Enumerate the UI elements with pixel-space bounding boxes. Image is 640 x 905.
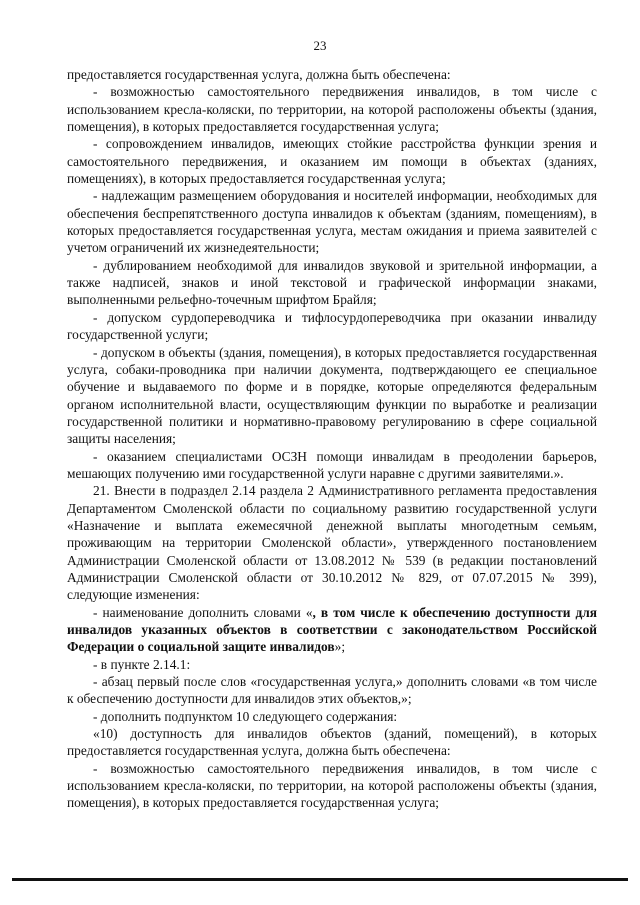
paragraph-oszn-assistance: - оказанием специалистами ОСЗН помощи инвалидам в преодолении барьеров, мешающих получению ими государственной услуги наравне с другими заявителями.». [67,448,597,481]
paragraph-wheelchair-access: - возможностью самостоятельного передвижения инвалидов, в том числе с использованием кресла-коляски, по территории, на которой расположены объекты (здания, помещения), в которых предоставляется государственная услуга; [67,84,597,135]
paragraph-guide-dog: - допуском в объекты (здания, помещения), в которых предоставляется государственная услуга, собаки-проводника при наличии документа, подтверждающего ее специальное обучение и выдаваемого по форме и в порядке, которые определяются федеральным органом исполнительной власти, осуществляющим функции по выработке и реализации государственной политики и нормативно-правовому регулированию в сфере социальной защиты населения; [67,344,597,447]
paragraph-title-amendment [67,604,597,656]
paragraph-subitem-10: «10) доступность для инвалидов объектов (зданий, помещений), в которых предоставляется государственная услуга, должна быть обеспечена: [67,726,597,759]
paragraph-continuation: предоставляется государственная услуга, должна быть обеспечена: [67,67,451,82]
amendment-text-before: - наименование дополнить словами « [93,604,313,620]
paragraph-first-abzac: - абзац первый после слов «государственная услуга,» дополнить словами «в том числе к обеспечению доступности для инвалидов этих объектов,»; [67,674,597,707]
paragraph-equipment-placement: - надлежащим размещением оборудования и носителей информации, необходимых для обеспечения беспрепятственного доступа инвалидов к объектам (зданиям, помещениям), в которых предоставляется государственная услуга, местам ожидания и приема заявителей с учетом ограничений их жизнедеятельности; [67,188,597,256]
paragraph-add-subitem-10: - дополнить подпунктом 10 следующего содержания: [93,708,398,724]
paragraph-point-2-14-1: - в пункте 2.14.1: [93,656,191,672]
paragraph-wheelchair-access-repeat: - возможностью самостоятельного передвижения инвалидов, в том числе с использованием кресла-коляски, по территории, на которой расположены объекты (здания, помещения), в которых предоставляется государственная услуга; [67,760,597,811]
paragraph-braille-duplication: - дублированием необходимой для инвалидов звуковой и зрительной информации, а также надписей, знаков и иной текстовой и графической информации знаками, выполненными рельефно-точечным шрифтом Брайля; [67,257,597,308]
paragraph-vision-support: - сопровождением инвалидов, имеющих стойкие расстройства функции зрения и самостоятельного передвижения, и оказанием им помощи в объектах (зданиях, помещениях), в которых предоставляется государственная услуга; [67,136,597,187]
bottom-rule [12,878,628,881]
paragraph-item-21: 21. Внести в подраздел 2.14 раздела 2 Административного регламента предоставления Департаментом Смоленской области по социальному развитию государственной услуги «Назначение и выплата ежемесячной денежной выплаты многодетным семьям, проживающим на территории Смоленской области», утвержденного постановлением Администрации Смоленской области от 13.08.2012 № 539 (в редакции постановлений Администрации Смоленской области от 30.10.2012 № 829, от 07.07.2015 № 399), следующие изменения: [67,483,597,603]
paragraph-sign-interpreter: - допуском сурдопереводчика и тифлосурдопереводчика при оказании инвалиду государственной услуги; [67,309,597,343]
document-body [67,66,597,812]
page-number: 23 [313,38,327,53]
amendment-text-after: »; [334,639,346,655]
amendment-bold-insert: , в том числе к обеспечению доступности для инвалидов указанных объектов в соответствии с законодательством Российской Федерации о социальной защите инвалидов [67,604,597,655]
